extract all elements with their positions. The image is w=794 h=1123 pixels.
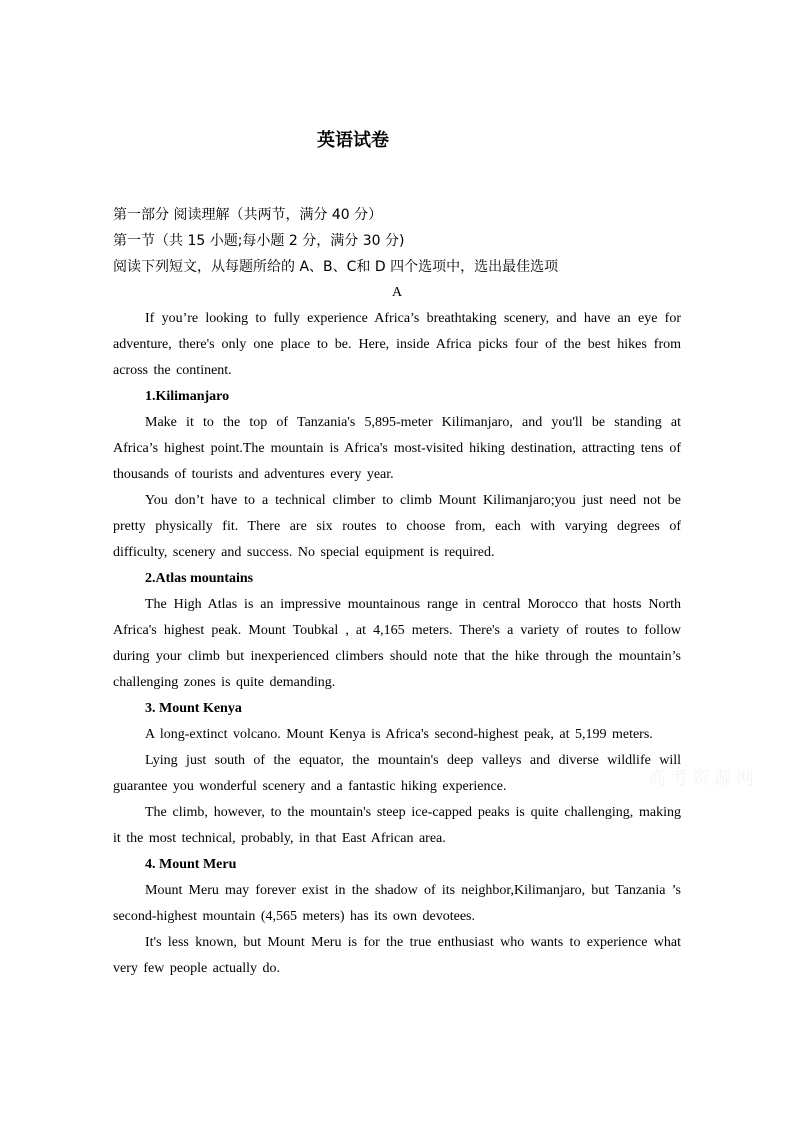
watermark: 高考资源网 (648, 768, 758, 789)
heading-mount-meru: 4. Mount Meru (145, 857, 237, 872)
section-heading: 第一节（共 15 小题;每小题 2 分，满分 30 分) (113, 233, 405, 249)
heading-atlas: 2.Atlas mountains (145, 571, 254, 586)
paragraph: Make it to the top of Tanzania's 5,895-meter Kilimanjaro, and you'll be standing at Africa’s highest point.The mountain is Africa's most-visited hiking destination, attracting tens of thousands of tourists and adventures every year. (113, 415, 681, 482)
heading-mount-kenya: 3. Mount Kenya (145, 701, 242, 716)
paragraph: A long-extinct volcano. Mount Kenya is Africa's second-highest peak, at 5,199 meters. (145, 727, 653, 742)
part-heading: 第一部分 阅读理解（共两节，满分 40 分） (113, 207, 383, 223)
directions: 阅读下列短文，从每题所给的 A、B、C和 D 四个选项中，选出最佳选项 (113, 259, 559, 275)
paragraph: You don’t have to a technical climber to climb Mount Kilimanjaro;you just need not be pretty physically fit. There are six routes to choose from, each with varying degrees of difficulty, scenery and success. No special equipment is required. (113, 493, 681, 560)
paragraph: It's less known, but Mount Meru is for the true enthusiast who wants to experience what very few people actually do. (113, 935, 681, 976)
passage (113, 306, 681, 982)
heading-kilimanjaro: 1.Kilimanjaro (145, 389, 230, 404)
instructions (113, 202, 681, 306)
paragraph: The climb, however, to the mountain's steep ice-capped peaks is quite challenging, making it the most technical, probably, in that East African area. (113, 805, 681, 846)
intro-paragraph: If you’re looking to fully experience Africa’s breathtaking scenery, and have an eye for adventure, there's only one place to be. Here, inside Africa picks four of the best hikes from across the continent. (113, 311, 681, 378)
paragraph: Lying just south of the equator, the mountain's deep valleys and diverse wildlife will guarantee you wonderful scenery and a fantastic hiking experience. (113, 753, 681, 794)
paragraph: Mount Meru may forever exist in the shadow of its neighbor,Kilimanjaro, but Tanzania ’s second-highest mountain (4,565 meters) has its own devotees. (113, 883, 681, 924)
page-title: 英语试卷 (317, 130, 389, 151)
paragraph: The High Atlas is an impressive mountainous range in central Morocco that hosts North Africa's highest peak. Mount Toubkal , at 4,165 meters. There's a variety of routes to follow during your climb but inexperienced climbers should note that the hike through the mountain’s challenging zones is quite demanding. (113, 597, 681, 690)
passage-letter: A (391, 285, 403, 300)
